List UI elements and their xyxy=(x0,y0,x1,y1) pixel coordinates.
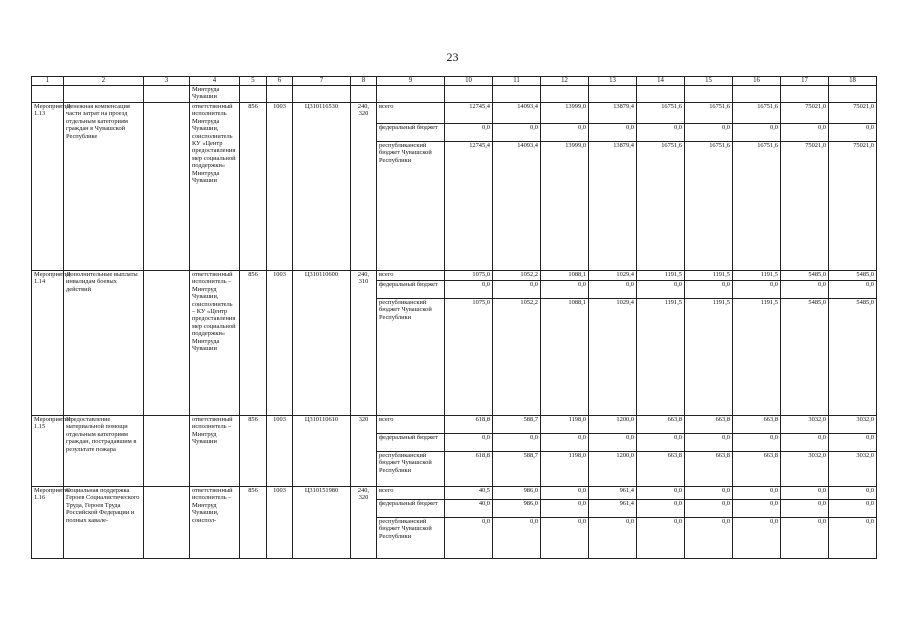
value-cell: 75021,0 xyxy=(829,103,877,124)
header-cell: 14 xyxy=(637,77,685,86)
empty-cell xyxy=(144,103,190,271)
value-cell: 16751,6 xyxy=(733,142,781,271)
value-cell: 0,0 xyxy=(493,518,541,559)
value-cell: 1191,5 xyxy=(685,299,733,416)
header-cell: 3 xyxy=(144,77,190,86)
funding-source: всего xyxy=(377,271,445,281)
value-cell: 0,0 xyxy=(589,124,637,142)
value-cell: 663,8 xyxy=(733,416,781,434)
funding-source: республиканский бюджет Чувашской Республики xyxy=(377,299,445,416)
value-cell: 40,5 xyxy=(445,487,493,500)
value-cell: 0,0 xyxy=(637,434,685,452)
value-cell: 0,0 xyxy=(829,500,877,518)
funding-source: федеральный бюджет xyxy=(377,124,445,142)
value-cell: 1088,1 xyxy=(541,299,589,416)
rzpr-code: 1003 xyxy=(267,103,293,271)
funding-source: всего xyxy=(377,103,445,124)
funding-source: федеральный бюджет xyxy=(377,500,445,518)
value-cell: 0,0 xyxy=(781,124,829,142)
header-cell: 8 xyxy=(351,77,377,86)
value-cell: 0,0 xyxy=(637,281,685,299)
vr-code: 240, 320 xyxy=(351,103,377,271)
value-cell: 0,0 xyxy=(733,518,781,559)
csr-code: Ц310151980 xyxy=(293,487,351,559)
value-cell: 618,8 xyxy=(445,452,493,487)
value-cell: 0,0 xyxy=(685,124,733,142)
header-cell: 11 xyxy=(493,77,541,86)
value-cell: 1088,1 xyxy=(541,271,589,281)
value-cell: 0,0 xyxy=(781,434,829,452)
value-cell: 75021,0 xyxy=(781,103,829,124)
value-cell: 5485,0 xyxy=(829,299,877,416)
header-cell: 18 xyxy=(829,77,877,86)
table-cell xyxy=(829,86,877,103)
measure-executor: ответственный исполнитель – Минтруд Чувашии, соисполнитель – КУ «Центр предоставления мер социальной поддержки» Минтруда Чувашии xyxy=(190,271,240,416)
empty-cell xyxy=(144,271,190,416)
value-cell: 0,0 xyxy=(781,518,829,559)
table-row xyxy=(32,416,877,434)
table-cell xyxy=(293,86,351,103)
value-cell: 0,0 xyxy=(685,518,733,559)
rzpr-code: 1003 xyxy=(267,416,293,487)
measure-executor: ответственный исполнитель – Минтруд Чувашии xyxy=(190,416,240,487)
value-cell: 0,0 xyxy=(685,281,733,299)
value-cell: 0,0 xyxy=(541,124,589,142)
header-cell: 15 xyxy=(685,77,733,86)
value-cell: 1198,0 xyxy=(541,416,589,434)
vr-code: 320 xyxy=(351,416,377,487)
header-cell: 6 xyxy=(267,77,293,86)
value-cell: 663,8 xyxy=(637,416,685,434)
grbs-code: 856 xyxy=(240,103,267,271)
value-cell: 0,0 xyxy=(733,500,781,518)
value-cell: 1029,4 xyxy=(589,299,637,416)
table-row xyxy=(32,271,877,281)
value-cell: 0,0 xyxy=(685,487,733,500)
funding-source: федеральный бюджет xyxy=(377,434,445,452)
value-cell: 16751,6 xyxy=(637,103,685,124)
value-cell: 961,4 xyxy=(589,500,637,518)
value-cell: 1075,0 xyxy=(445,271,493,281)
value-cell: 16751,6 xyxy=(685,142,733,271)
value-cell: 0,0 xyxy=(637,487,685,500)
value-cell: 1075,0 xyxy=(445,299,493,416)
table-cell xyxy=(144,86,190,103)
value-cell: 3032,0 xyxy=(829,452,877,487)
value-cell: 0,0 xyxy=(733,487,781,500)
value-cell: 588,7 xyxy=(493,452,541,487)
header-cell: 13 xyxy=(589,77,637,86)
value-cell: 961,4 xyxy=(589,487,637,500)
table-cell xyxy=(64,86,144,103)
value-cell: 0,0 xyxy=(733,124,781,142)
table-cell xyxy=(351,86,377,103)
grbs-code: 856 xyxy=(240,416,267,487)
funding-source: всего xyxy=(377,487,445,500)
header-cell: 17 xyxy=(781,77,829,86)
value-cell: 16751,6 xyxy=(733,103,781,124)
header-cell: 16 xyxy=(733,77,781,86)
value-cell: 986,0 xyxy=(493,500,541,518)
value-cell: 1191,5 xyxy=(637,271,685,281)
value-cell: 1200,0 xyxy=(589,416,637,434)
rzpr-code: 1003 xyxy=(267,487,293,559)
value-cell: 0,0 xyxy=(829,434,877,452)
value-cell: 3032,0 xyxy=(829,416,877,434)
value-cell: 0,0 xyxy=(733,434,781,452)
value-cell: 16751,6 xyxy=(637,142,685,271)
value-cell: 0,0 xyxy=(589,518,637,559)
value-cell: 40,0 xyxy=(445,500,493,518)
value-cell: 0,0 xyxy=(637,518,685,559)
header-cell: 10 xyxy=(445,77,493,86)
csr-code: Ц310110610 xyxy=(293,416,351,487)
table-cell xyxy=(589,86,637,103)
measure-code: Мероприятие 1.14 xyxy=(32,271,64,416)
value-cell: 0,0 xyxy=(589,281,637,299)
table-cell xyxy=(493,86,541,103)
value-cell: 13999,0 xyxy=(541,142,589,271)
measure-code: Мероприятие 1.15 xyxy=(32,416,64,487)
value-cell: 588,7 xyxy=(493,416,541,434)
table-cell xyxy=(445,86,493,103)
empty-cell xyxy=(144,416,190,487)
header-cell: 4 xyxy=(190,77,240,86)
measure-code: Мероприятие 1.16 xyxy=(32,487,64,559)
value-cell: 5485,0 xyxy=(829,271,877,281)
value-cell: 0,0 xyxy=(685,434,733,452)
value-cell: 663,8 xyxy=(733,452,781,487)
value-cell: 14093,4 xyxy=(493,103,541,124)
value-cell: 3032,0 xyxy=(781,452,829,487)
value-cell: 1052,2 xyxy=(493,299,541,416)
funding-source: республиканский бюджет Чувашской Республики xyxy=(377,142,445,271)
header-cell: 9 xyxy=(377,77,445,86)
value-cell: 0,0 xyxy=(445,124,493,142)
value-cell: 5485,0 xyxy=(781,271,829,281)
value-cell: 0,0 xyxy=(541,500,589,518)
measure-code: Мероприятие 1.13 xyxy=(32,103,64,271)
value-cell: 14093,4 xyxy=(493,142,541,271)
table-cell: Минтруда Чувашии xyxy=(190,86,240,103)
rzpr-code: 1003 xyxy=(267,271,293,416)
value-cell: 0,0 xyxy=(829,281,877,299)
value-cell: 0,0 xyxy=(781,281,829,299)
value-cell: 0,0 xyxy=(589,434,637,452)
table-cell xyxy=(685,86,733,103)
value-cell: 0,0 xyxy=(541,487,589,500)
value-cell: 0,0 xyxy=(829,124,877,142)
header-cell: 1 xyxy=(32,77,64,86)
funding-source: всего xyxy=(377,416,445,434)
value-cell: 16751,6 xyxy=(685,103,733,124)
value-cell: 0,0 xyxy=(493,434,541,452)
value-cell: 1191,5 xyxy=(685,271,733,281)
empty-cell xyxy=(144,487,190,559)
value-cell: 0,0 xyxy=(637,124,685,142)
value-cell: 0,0 xyxy=(829,487,877,500)
table-cell xyxy=(377,86,445,103)
csr-code: Ц310116530 xyxy=(293,103,351,271)
grbs-code: 856 xyxy=(240,487,267,559)
table-row xyxy=(32,103,877,124)
header-cell: 12 xyxy=(541,77,589,86)
funding-source: федеральный бюджет xyxy=(377,281,445,299)
table-cell xyxy=(781,86,829,103)
measure-name: Социальная поддержка Героев Социалистического Труда, Героев Труда Российской Федерации и полных кавале- xyxy=(64,487,144,559)
value-cell: 75021,0 xyxy=(829,142,877,271)
value-cell: 663,8 xyxy=(685,452,733,487)
value-cell: 12745,4 xyxy=(445,142,493,271)
header-cell: 2 xyxy=(64,77,144,86)
continuation-row xyxy=(32,86,877,103)
value-cell: 0,0 xyxy=(445,434,493,452)
vr-code: 240, 310 xyxy=(351,271,377,416)
value-cell: 1052,2 xyxy=(493,271,541,281)
value-cell: 13879,4 xyxy=(589,103,637,124)
value-cell: 0,0 xyxy=(493,281,541,299)
value-cell: 12745,4 xyxy=(445,103,493,124)
value-cell: 663,8 xyxy=(685,416,733,434)
value-cell: 0,0 xyxy=(445,281,493,299)
measure-executor: ответственный исполнитель – Минтруд Чувашии, соиспол- xyxy=(190,487,240,559)
table-cell xyxy=(637,86,685,103)
value-cell: 618,8 xyxy=(445,416,493,434)
value-cell: 1191,5 xyxy=(733,271,781,281)
value-cell: 1191,5 xyxy=(733,299,781,416)
value-cell: 1200,0 xyxy=(589,452,637,487)
value-cell: 0,0 xyxy=(541,518,589,559)
value-cell: 663,8 xyxy=(637,452,685,487)
header-cell: 7 xyxy=(293,77,351,86)
value-cell: 0,0 xyxy=(829,518,877,559)
table-cell xyxy=(32,86,64,103)
value-cell: 1198,0 xyxy=(541,452,589,487)
header-row xyxy=(32,77,877,86)
measure-name: Предоставление материальной помощи отдельным категориям граждан, пострадавшим в результате пожара xyxy=(64,416,144,487)
value-cell: 13879,4 xyxy=(589,142,637,271)
table-cell xyxy=(733,86,781,103)
program-table xyxy=(31,76,877,559)
value-cell: 3032,0 xyxy=(781,416,829,434)
funding-source: республиканский бюджет Чувашской Республики xyxy=(377,452,445,487)
measure-name: Дополнительные выплаты инвалидам боевых действий xyxy=(64,271,144,416)
table-cell xyxy=(240,86,267,103)
funding-source: республиканский бюджет Чувашской Республики xyxy=(377,518,445,559)
value-cell: 75021,0 xyxy=(781,142,829,271)
value-cell: 0,0 xyxy=(541,281,589,299)
vr-code: 240, 320 xyxy=(351,487,377,559)
value-cell: 0,0 xyxy=(781,500,829,518)
value-cell: 13999,0 xyxy=(541,103,589,124)
table-cell xyxy=(267,86,293,103)
value-cell: 0,0 xyxy=(493,124,541,142)
value-cell: 0,0 xyxy=(733,281,781,299)
value-cell: 5485,0 xyxy=(781,299,829,416)
measure-executor: ответственный исполнитель Минтруда Чувашии, соисполнитель КУ «Центр предоставления мер социальной поддержки» Минтруда Чувашии xyxy=(190,103,240,271)
csr-code: Ц310110600 xyxy=(293,271,351,416)
header-cell: 5 xyxy=(240,77,267,86)
value-cell: 986,0 xyxy=(493,487,541,500)
page-number: 23 xyxy=(446,50,459,64)
table-row xyxy=(32,487,877,500)
measure-name: Денежная компенсация части затрат на проезд отдельным категориям граждан в Чувашской Республике xyxy=(64,103,144,271)
value-cell: 0,0 xyxy=(781,487,829,500)
value-cell: 1191,5 xyxy=(637,299,685,416)
value-cell: 0,0 xyxy=(685,500,733,518)
value-cell: 1029,4 xyxy=(589,271,637,281)
table-cell xyxy=(541,86,589,103)
value-cell: 0,0 xyxy=(541,434,589,452)
value-cell: 0,0 xyxy=(637,500,685,518)
grbs-code: 856 xyxy=(240,271,267,416)
value-cell: 0,0 xyxy=(445,518,493,559)
